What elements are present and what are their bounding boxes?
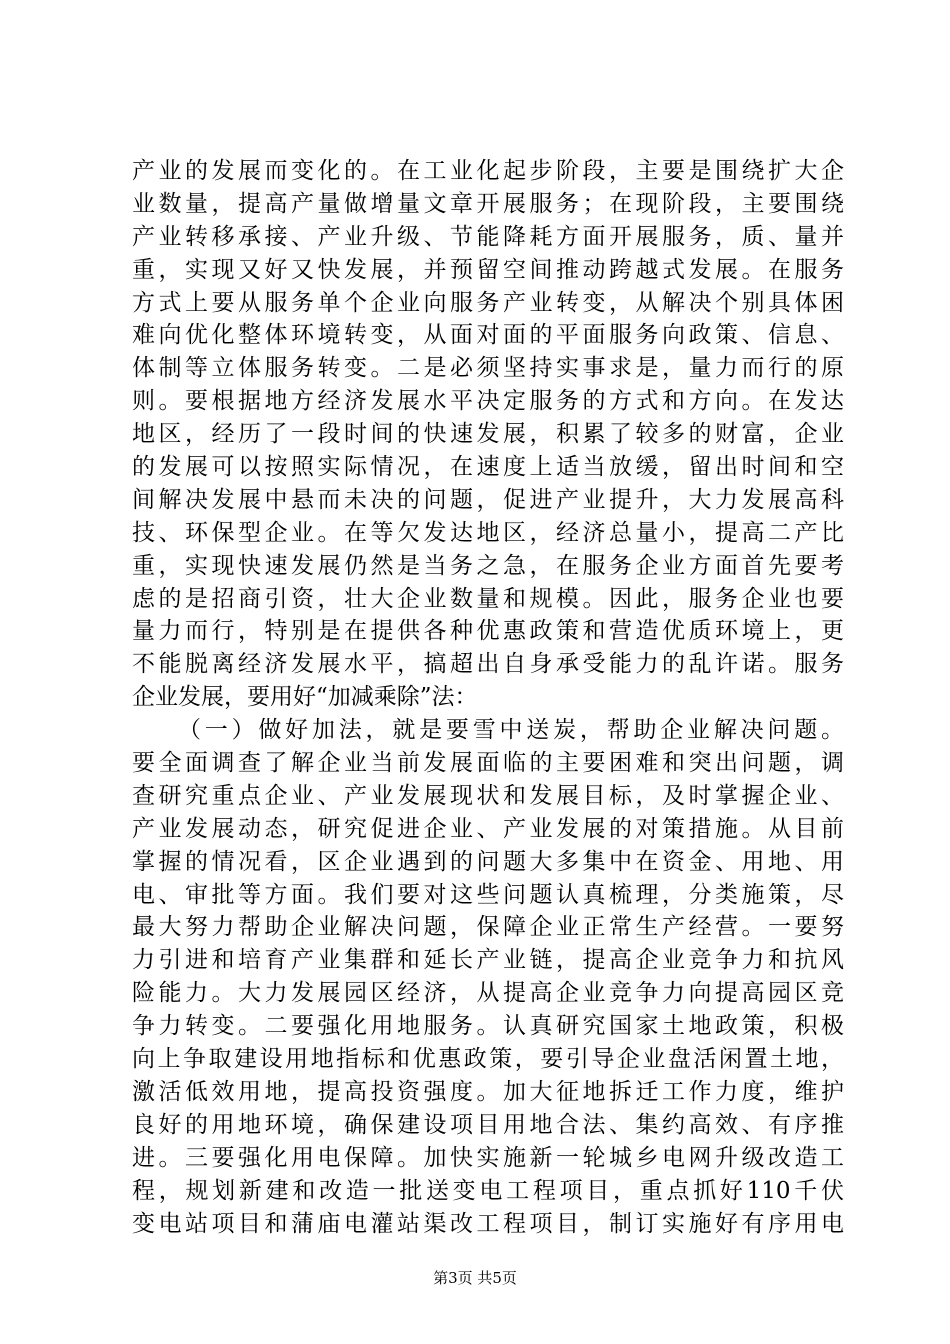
text-line: 产业转移承接、产业升级、节能降耗方面开展服务，质、量并 xyxy=(132,223,844,250)
paragraph-end-line: 企业发展，要用好“加减乘除”法： xyxy=(132,684,478,711)
text-line: 良好的用地环境，确保建设项目用地合法、集约高效、有序推 xyxy=(132,1111,844,1138)
text-line: 变电站项目和蒲庙电灌站渠改工程项目，制订实施好有序用电 xyxy=(132,1210,844,1237)
text-line: 要全面调查了解企业当前发展面临的主要困难和突出问题，调 xyxy=(132,750,844,777)
text-line: 重，实现又好又快发展，并预留空间推动跨越式发展。在服务 xyxy=(132,256,844,283)
text-line: 激活低效用地，提高投资强度。加大征地拆迁工作力度，维护 xyxy=(132,1078,844,1105)
text-line: 量力而行，特别是在提供各种优惠政策和营造优质环境上，更 xyxy=(132,618,844,645)
text-line: 间解决发展中悬而未决的问题，促进产业提升，大力发展高科 xyxy=(132,486,844,513)
text-line: 产业的发展而变化的。在工业化起步阶段，主要是围绕扩大企 xyxy=(132,158,844,184)
text-line: 业数量，提高产量做增量文章开展服务；在现阶段，主要围绕 xyxy=(132,190,844,217)
text-line: 的发展可以按照实际情况，在速度上适当放缓，留出时间和空 xyxy=(132,454,844,481)
text-line: 产业发展动态，研究促进企业、产业发展的对策措施。从目前 xyxy=(132,815,844,842)
text-line: 险能力。大力发展园区经济，从提高企业竞争力向提高园区竞 xyxy=(132,980,844,1007)
text-line: 进。三要强化用电保障。加快实施新一轮城乡电网升级改造工 xyxy=(132,1144,844,1171)
body-text xyxy=(132,155,844,1240)
text-line: 方式上要从服务单个企业向服务产业转变，从解决个别具体困 xyxy=(132,289,844,316)
text-line: 技、环保型企业。在等欠发达地区，经济总量小，提高二产比 xyxy=(132,519,844,546)
text-line: 程，规划新建和改造一批送变电工程项目，重点抓好110千伏 xyxy=(132,1177,844,1204)
text-line: 则。要根据地方经济发展水平决定服务的方式和方向。在发达 xyxy=(132,388,844,415)
text-line: 重，实现快速发展仍然是当务之急，在服务企业方面首先要考 xyxy=(132,552,844,579)
text-line: 力引进和培育产业集群和延长产业链，提高企业竞争力和抗风 xyxy=(132,947,844,974)
text-line: 不能脱离经济发展水平，搞超出自身承受能力的乱许诺。服务 xyxy=(132,651,844,678)
text-line: 掌握的情况看，区企业遇到的问题大多集中在资金、用地、用 xyxy=(132,848,844,875)
text-line: 查研究重点企业、产业发展现状和发展目标，及时掌握企业、 xyxy=(132,782,844,809)
text-line: 难向优化整体环境转变，从面对面的平面服务向政策、信息、 xyxy=(132,322,844,349)
text-line: 争力转变。二要强化用地服务。认真研究国家土地政策，积极 xyxy=(132,1013,844,1040)
text-line: 虑的是招商引资，壮大企业数量和规模。因此，服务企业也要 xyxy=(132,585,844,612)
page-number-footer: 第3页 共5页 xyxy=(433,1269,517,1287)
section-heading-line: （一）做好加法，就是要雪中送炭，帮助企业解决问题。 xyxy=(178,717,844,744)
text-line: 体制等立体服务转变。二是必须坚持实事求是，量力而行的原 xyxy=(132,355,844,382)
text-line: 最大努力帮助企业解决问题，保障企业正常生产经营。一要努 xyxy=(132,914,844,941)
text-line: 地区，经历了一段时间的快速发展，积累了较多的财富，企业 xyxy=(132,421,844,448)
text-line: 电、审批等方面。我们要对这些问题认真梳理，分类施策，尽 xyxy=(132,881,844,908)
text-line: 向上争取建设用地指标和优惠政策，要引导企业盘活闲置土地， xyxy=(132,1046,844,1073)
